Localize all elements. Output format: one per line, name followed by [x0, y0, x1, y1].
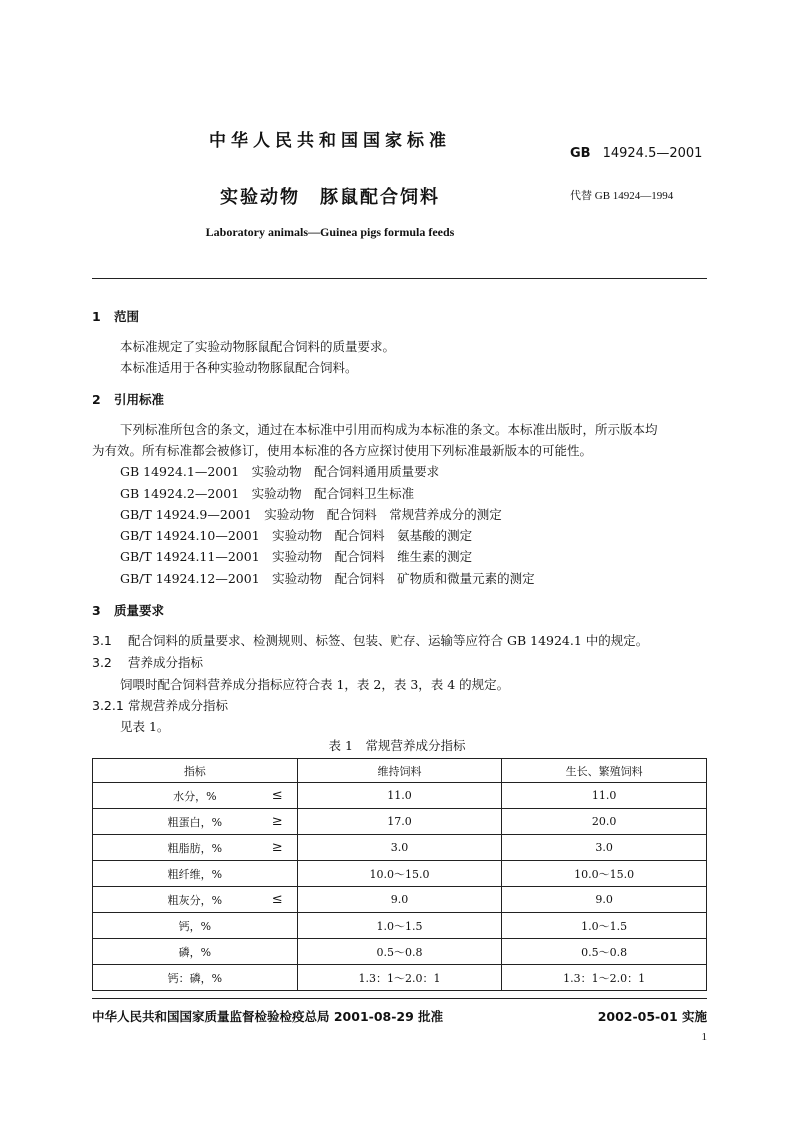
indicator-cell: 粗纤维，% [93, 861, 298, 887]
page-number: 1 [701, 1031, 707, 1043]
english-title: Laboratory animals—Guinea pigs formula feeds [205, 225, 455, 239]
table-caption: 表 1 常规营养成分指标 [328, 738, 466, 753]
maintenance-value: 17.0 [297, 809, 502, 835]
table-row [93, 939, 707, 965]
reference-item: GB/T 14924.12—2001 实验动物 配合饲料 矿物质和微量元素的测定 [120, 571, 535, 586]
reference-item: GB 14924.2—2001 实验动物 配合饲料卫生标准 [120, 486, 415, 501]
reference-item: GB 14924.1—2001 实验动物 配合饲料通用质量要求 [120, 464, 440, 479]
table-row [93, 887, 707, 913]
table-row [93, 783, 707, 809]
growth-value: 10.0～15.0 [502, 861, 707, 887]
indicator-cell: 粗脂肪，% ≥ [93, 835, 298, 861]
indicator-cell: 粗蛋白，% ≥ [93, 809, 298, 835]
indicator-cell: 水分，% ≤ [93, 783, 298, 809]
table-row [93, 835, 707, 861]
table-row [93, 861, 707, 887]
section-1-para-1: 本标准规定了实验动物豚鼠配合饲料的质量要求。 [120, 339, 396, 354]
growth-value: 0.5～0.8 [502, 939, 707, 965]
growth-value: 9.0 [502, 887, 707, 913]
maintenance-value: 0.5～0.8 [297, 939, 502, 965]
indicator-cell: 钙：磷，% [93, 965, 298, 991]
indicator-cell: 粗灰分，% ≤ [93, 887, 298, 913]
maintenance-value: 1.0～1.5 [297, 913, 502, 939]
table-header-row [93, 759, 707, 783]
document-title: 实验动物 豚鼠配合饲料 [220, 187, 440, 208]
approval-statement: 中华人民共和国国家质量监督检验检疫总局 2001-08-29 批准 [92, 1009, 444, 1024]
section-2-heading: 2 引用标准 [92, 392, 165, 407]
indicator-cell: 钙，% [93, 913, 298, 939]
effective-date: 2002-05-01 实施 [597, 1009, 707, 1024]
section-1-para-2: 本标准适用于各种实验动物豚鼠配合饲料。 [120, 360, 358, 375]
standard-code [570, 146, 702, 161]
clause-3-1: 3.1 配合饲料的质量要求、检测规则、标签、包装、贮存、运输等应符合 GB 14924.1 中的规定。 [92, 633, 649, 648]
issuing-org: 中华人民共和国国家标准 [209, 131, 451, 151]
growth-value: 1.0～1.5 [502, 913, 707, 939]
code-number: 14924.5—2001 [602, 146, 703, 161]
reference-item: GB/T 14924.10—2001 实验动物 配合饲料 氨基酸的测定 [120, 528, 473, 543]
section-1-heading: 1 范围 [92, 309, 140, 324]
reference-item: GB/T 14924.9—2001 实验动物 配合饲料 常规营养成分的测定 [120, 507, 502, 522]
table-row [93, 913, 707, 939]
growth-value: 3.0 [502, 835, 707, 861]
header-growth-breeding-feed: 生长、繁殖饲料 [502, 759, 707, 783]
growth-value: 11.0 [502, 783, 707, 809]
maintenance-value: 9.0 [297, 887, 502, 913]
reference-item: GB/T 14924.11—2001 实验动物 配合饲料 维生素的测定 [120, 549, 473, 564]
clause-3-2-text: 饲喂时配合饲料营养成分指标应符合表 1，表 2，表 3，表 4 的规定。 [120, 677, 510, 692]
header-maintenance-feed: 维持饲料 [297, 759, 502, 783]
maintenance-value: 11.0 [297, 783, 502, 809]
growth-value: 20.0 [502, 809, 707, 835]
maintenance-value: 10.0～15.0 [297, 861, 502, 887]
clause-3-2-1-text: 见表 1。 [120, 719, 170, 734]
maintenance-value: 1.3：1～2.0：1 [297, 965, 502, 991]
nutrition-table [92, 758, 707, 991]
indicator-cell: 磷，% [93, 939, 298, 965]
clause-3-2: 3.2 营养成分指标 [92, 655, 204, 670]
table-row [93, 965, 707, 991]
clause-3-2-1: 3.2.1 常规营养成分指标 [92, 698, 229, 713]
footer-divider [92, 998, 707, 999]
header-indicator: 指标 [93, 759, 298, 783]
section-3-heading: 3 质量要求 [92, 603, 165, 618]
header-divider [92, 278, 707, 279]
section-2-intro-line-1: 下列标准所包含的条文，通过在本标准中引用而构成为本标准的条文。本标准出版时，所示版本均 [120, 422, 658, 437]
code-prefix: GB [570, 146, 591, 161]
growth-value: 1.3：1～2.0：1 [502, 965, 707, 991]
section-2-intro-line-2: 为有效。所有标准都会被修订，使用本标准的各方应探讨使用下列标准最新版本的可能性。 [92, 443, 593, 458]
replaces-standard: 代替 GB 14924—1994 [570, 190, 674, 202]
table-row [93, 809, 707, 835]
maintenance-value: 3.0 [297, 835, 502, 861]
